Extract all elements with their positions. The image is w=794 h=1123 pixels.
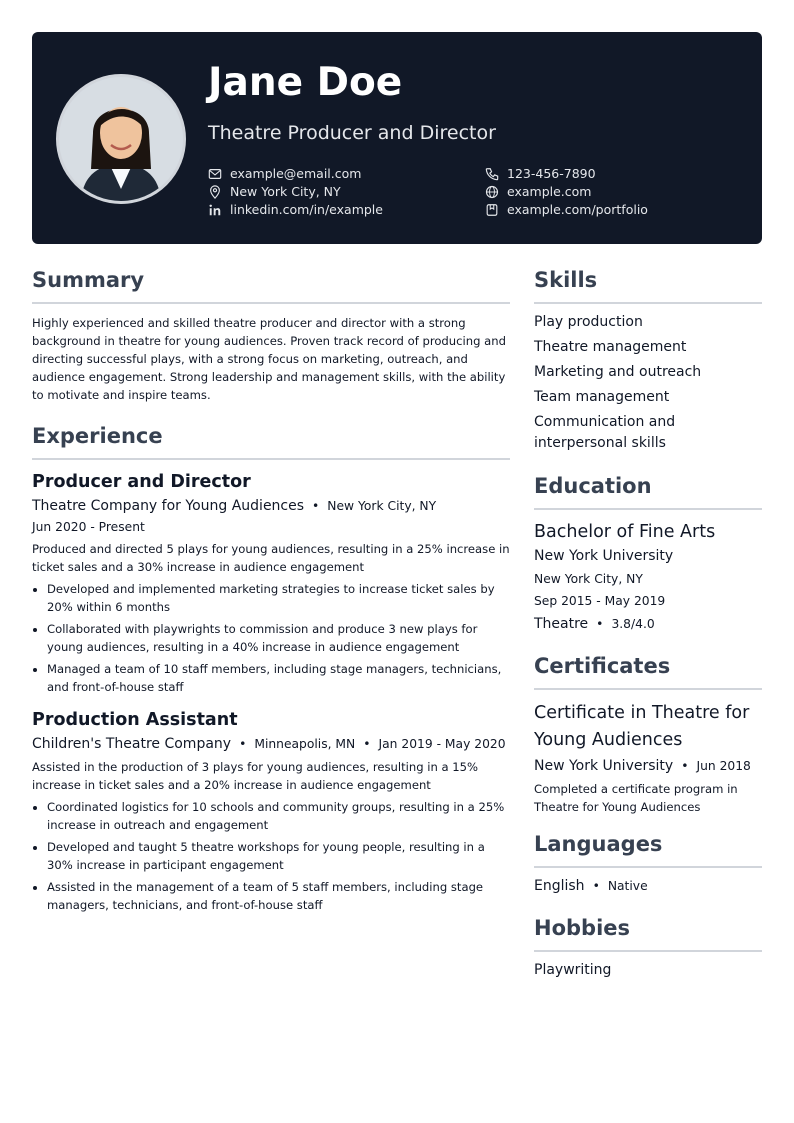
languages-heading: Languages — [534, 832, 762, 868]
education-date: Sep 2015 - May 2019 — [534, 594, 666, 608]
separator-dot: • — [596, 617, 604, 631]
education-gpa: 3.8/4.0 — [611, 617, 655, 631]
job-title: Producer and Director — [32, 472, 251, 492]
resume-header — [32, 32, 762, 244]
certificate-issuer: New York University — [534, 758, 674, 774]
job-entry — [32, 472, 510, 696]
contact-linkedin[interactable] — [208, 202, 383, 217]
skill-item: Theatre management — [534, 339, 687, 355]
job-bullet: • Developed and taught 5 theatre workshops for young people, resulting in a 30% increase in participant engagement — [47, 838, 510, 874]
linkedin-icon — [208, 203, 222, 217]
education-location: New York City, NY — [534, 572, 643, 586]
job-bullet: • Managed a team of 10 staff members, including stage managers, technicians, and front-of-house staff — [47, 660, 510, 696]
job-bullet: • Collaborated with playwrights to commission and produce 3 new plays for young audiences, resulting in a 40% increase in audience engagement — [47, 620, 510, 656]
job-title: Production Assistant — [32, 710, 238, 730]
education-degree: Bachelor of Fine Arts — [534, 522, 716, 542]
job-company: Children's Theatre Company — [32, 736, 232, 752]
contact-email[interactable] — [208, 166, 361, 181]
location-pin-icon — [208, 185, 222, 199]
portfolio-icon — [485, 203, 499, 217]
separator-dot: • — [239, 737, 247, 751]
mail-icon — [208, 167, 222, 181]
experience-heading: Experience — [32, 424, 510, 460]
job-summary: Produced and directed 5 plays for young audiences, resulting in a 25% increase in ticket sales and a 30% increase in audience engagement — [32, 542, 510, 574]
contact-location-text: New York City, NY — [230, 184, 341, 199]
hobby-item: Playwriting — [534, 962, 612, 978]
hobbies-heading: Hobbies — [534, 916, 762, 952]
contact-phone-text: 123-456-7890 — [507, 166, 596, 181]
contact-portfolio-text: example.com/portfolio — [507, 202, 648, 217]
contact-portfolio[interactable] — [485, 202, 648, 217]
contact-website-text: example.com — [507, 184, 592, 199]
certificate-description: Completed a certificate program in Theatre for Young Audiences — [534, 782, 738, 814]
summary-heading: Summary — [32, 268, 510, 304]
contact-email-text: example@email.com — [230, 166, 362, 181]
skill-item: Team management — [534, 389, 670, 405]
certificates-heading: Certificates — [534, 654, 762, 690]
job-company: Theatre Company for Young Audiences — [32, 498, 305, 514]
avatar-illustration — [59, 77, 183, 201]
profile-photo — [56, 74, 186, 204]
job-location: New York City, NY — [327, 499, 437, 513]
education-section — [534, 474, 762, 632]
job-bullet: • Assisted in the management of a team of 5 staff members, including stage managers, technicians, and front-of-house staff — [47, 878, 510, 914]
job-bullet-list — [32, 798, 510, 914]
hobbies-section — [534, 916, 762, 981]
separator-dot: • — [312, 499, 320, 513]
languages-section — [534, 832, 762, 894]
contact-location — [208, 184, 341, 199]
skill-item: Marketing and outreach — [534, 364, 702, 380]
candidate-headline: Theatre Producer and Director — [208, 122, 496, 144]
contact-phone[interactable] — [485, 166, 596, 181]
education-school: New York University — [534, 548, 674, 564]
skill-item: Play production — [534, 314, 643, 330]
job-date: Jan 2019 - May 2020 — [378, 737, 506, 751]
job-bullet-list — [32, 580, 510, 696]
skills-section — [534, 268, 762, 454]
job-bullet: • Coordinated logistics for 10 schools and community groups, resulting in a 25% increase in outreach and engagement — [47, 798, 510, 834]
certificate-name: Certificate in Theatre for Young Audiences — [534, 703, 750, 750]
candidate-name: Jane Doe — [208, 60, 403, 105]
separator-dot: • — [592, 879, 600, 893]
phone-icon — [485, 167, 499, 181]
summary-text: Highly experienced and skilled theatre producer and director with a strong background in theatre for young audiences. Proven track record of producing and directing successful plays, with a strong focus on marketing, outreach, and audience engagement. Strong leadership and management skills, with the ability to motivate and inspire teams. — [32, 316, 506, 402]
education-heading: Education — [534, 474, 762, 510]
language-name: English — [534, 878, 585, 894]
job-date: Jun 2020 - Present — [32, 520, 145, 534]
job-company-line — [32, 736, 510, 752]
main-column — [32, 268, 510, 918]
contact-website[interactable] — [485, 184, 591, 199]
skills-list — [534, 312, 762, 454]
certificate-issuer-line — [534, 758, 762, 774]
side-column — [534, 268, 762, 981]
separator-dot: • — [681, 759, 689, 773]
skills-heading: Skills — [534, 268, 762, 304]
certificates-section — [534, 654, 762, 816]
job-bullet: • Developed and implemented marketing strategies to increase ticket sales by 20% within 6 months — [47, 580, 510, 616]
language-line — [534, 878, 762, 894]
job-company-line — [32, 498, 510, 514]
experience-section — [32, 424, 510, 914]
job-summary: Assisted in the production of 3 plays for young audiences, resulting in a 15% increase in ticket sales and a 20% increase in audience engagement — [32, 760, 479, 792]
job-entry — [32, 710, 510, 914]
summary-section — [32, 268, 510, 404]
globe-icon — [485, 185, 499, 199]
education-field: Theatre — [534, 616, 589, 632]
separator-dot: • — [363, 737, 371, 751]
education-field-line — [534, 616, 762, 632]
certificate-date: Jun 2018 — [696, 759, 751, 773]
language-level: Native — [607, 879, 648, 893]
job-location: Minneapolis, MN — [254, 737, 356, 751]
skill-item: Communication and interpersonal skills — [534, 414, 676, 451]
contact-linkedin-text: linkedin.com/in/example — [230, 202, 383, 217]
